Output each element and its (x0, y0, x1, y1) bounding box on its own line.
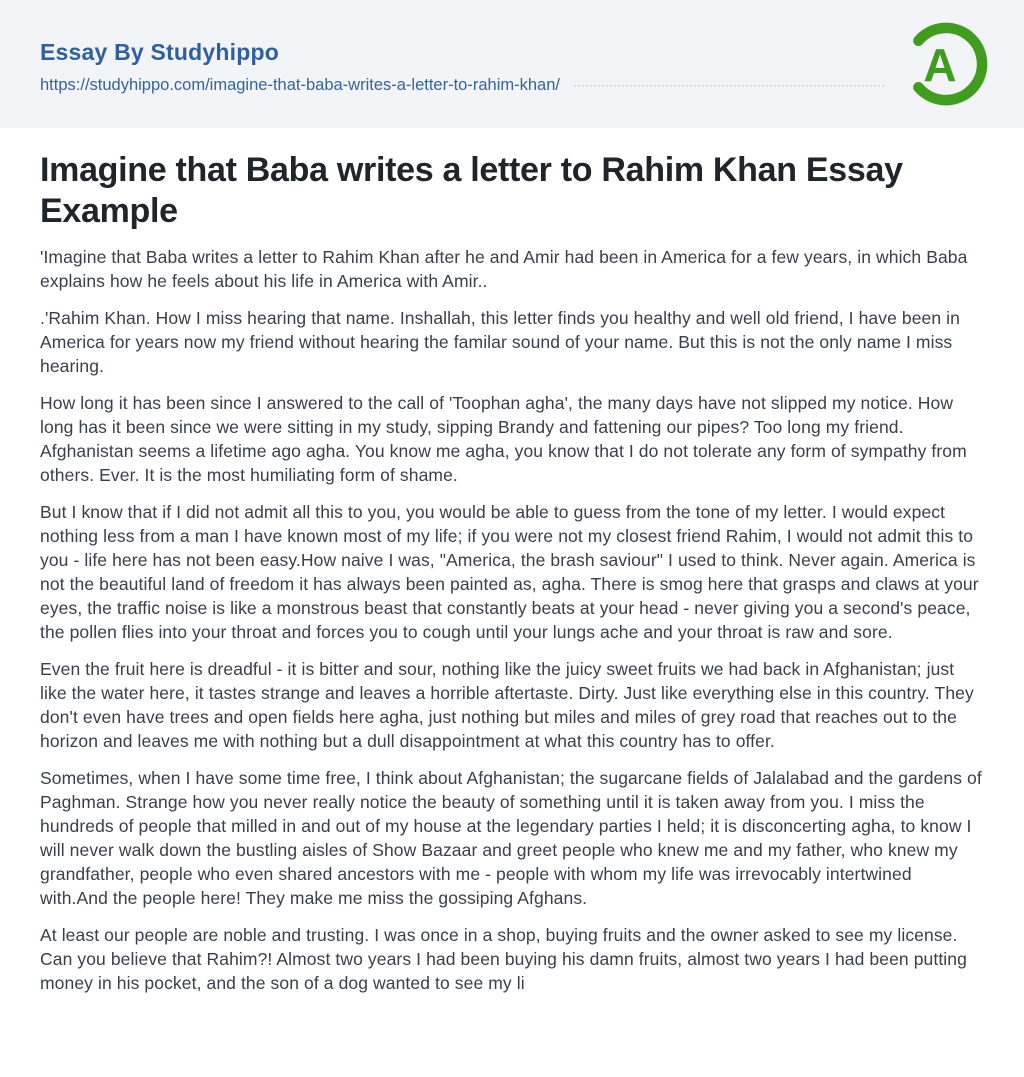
essay-content (0, 150, 1024, 995)
page-url-link[interactable]: https://studyhippo.com/imagine-that-baba-writes-a-letter-to-rahim-khan/ (40, 76, 560, 94)
essay-paragraphs (40, 245, 984, 995)
essay-paragraph: Even the fruit here is dreadful - it is bitter and sour, nothing like the juicy sweet fruits we had back in Afghanistan; just like the water here, it tastes strange and leaves a horrible aftertaste. Dirty. Just like everything else in this country. They don't even have trees and open fields here agha, just nothing but miles and miles of grey road that reaches out to the horizon and leaves me with nothing but a dull disappointment at what this country has to offer. (40, 658, 974, 751)
essay-paragraph: Sometimes, when I have some time free, I think about Afghanistan; the sugarcane fields of Jalalabad and the gardens of Paghman. Strange how you never really notice the beauty of something until it is taken away from you. I miss the hundreds of people that milled in and out of my house at the legendary parties I held; it is disconcerting agha, to know I will never walk down the bustling aisles of Show Bazaar and greet people who knew me and my father, who knew my grandfather, people who even shared ancestors with me - people with whom my life was irrevocably intertwined with.And the people here! They make me miss the gossiping Afghans. (40, 767, 982, 908)
logo-letter: A (923, 39, 957, 91)
site-header (0, 0, 1024, 128)
essay-paragraph: But I know that if I did not admit all this to you, you would be able to guess from the tone of my letter. I would expect nothing less from a man I have known most of my life; if you were not my closest friend Rahim, I would not admit this to you - life here has not been easy.How naive I was, "America, the brash saviour" I used to think. Never again. America is not the beautiful land of freedom it has always been painted as, agha. There is smog here that grasps and claws at your eyes, the traffic noise is like a monstrous beast that constantly beats at your head - never giving you a second's peace, the pollen flies into your throat and forces you to cough until your lungs ache and your throat is raw and sore. (40, 501, 979, 642)
essay-paragraph: .'Rahim Khan. How I miss hearing that name. Inshallah, this letter finds you healthy and well old friend, I have been in America for years now my friend without hearing the familar sound of your name. But this is not the only name I miss hearing. (40, 307, 961, 376)
essay-paragraph: At least our people are noble and trusting. I was once in a shop, buying fruits and the owner asked to see my license. Can you believe that Rahim?! Almost two years I had been buying his damn fruits, almost two years I had been putting money in his pocket, and the son of a dog wanted to see my li (40, 924, 967, 993)
header-left (40, 33, 902, 95)
dotted-leader (574, 85, 884, 87)
essay-paragraph: 'Imagine that Baba writes a letter to Rahim Khan after he and Amir had been in America for a few years, in which Baba explains how he feels about his life in America with Amir.. (40, 246, 968, 291)
studyhippo-logo (902, 20, 990, 108)
essay-paragraph: How long it has been since I answered to the call of 'Toophan agha', the many days have not slipped my notice. How long has it been since we were sitting in my study, sipping Brandy and fattening our pipes? Too long my friend. Afghanistan seems a lifetime ago agha. You know me agha, you know that I do not tolerate any form of sympathy from others. Ever. It is the most humiliating form of shame. (40, 392, 967, 485)
url-row (40, 76, 902, 95)
site-title: Essay By Studyhippo (40, 39, 279, 65)
essay-title: Imagine that Baba writes a letter to Rahim Khan Essay Example (40, 151, 903, 230)
